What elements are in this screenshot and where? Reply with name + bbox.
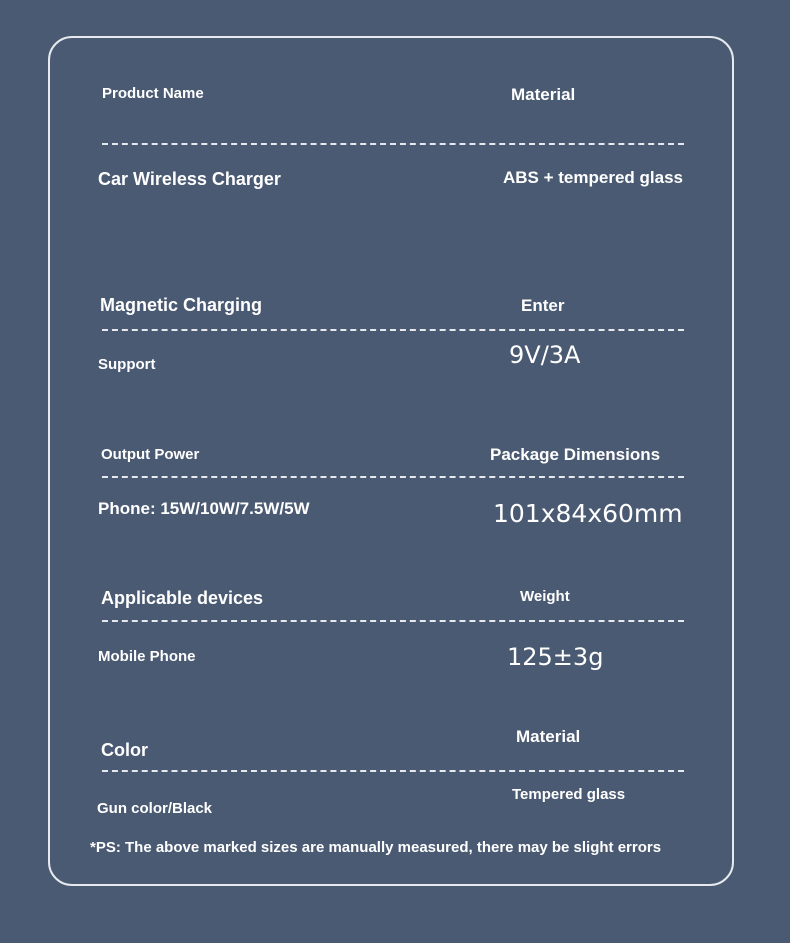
magnetic-charging-label: Magnetic Charging: [100, 295, 263, 315]
material-label-2: Material: [516, 727, 581, 746]
weight-label: Weight: [520, 588, 570, 605]
product-name-label: Product Name: [102, 85, 204, 102]
divider: [102, 329, 684, 331]
package-dimensions-label: Package Dimensions: [490, 445, 661, 464]
divider: [102, 143, 684, 145]
output-power-label: Output Power: [101, 446, 200, 463]
output-power-value: Phone: 15W/10W/7.5W/5W: [98, 499, 310, 518]
product-name-value: Car Wireless Charger: [98, 169, 281, 189]
divider: [102, 620, 684, 622]
magnetic-charging-value: Support: [98, 356, 156, 373]
divider: [102, 476, 684, 478]
divider: [102, 770, 684, 772]
color-value: Gun color/Black: [97, 800, 213, 817]
package-dimensions-value: 101x84x60mm: [493, 499, 683, 528]
input-label: Enter: [521, 296, 565, 315]
material-label: Material: [511, 85, 576, 104]
material-value-2: Tempered glass: [512, 786, 626, 803]
applicable-devices-value: Mobile Phone: [98, 648, 196, 665]
applicable-devices-label: Applicable devices: [101, 588, 264, 608]
weight-value: 125±3g: [507, 643, 604, 671]
material-value: ABS + tempered glass: [503, 168, 683, 187]
input-value: 9V/3A: [509, 341, 581, 369]
footnote: *PS: The above marked sizes are manually measured, there may be slight errors: [90, 839, 662, 856]
color-label: Color: [101, 740, 148, 760]
